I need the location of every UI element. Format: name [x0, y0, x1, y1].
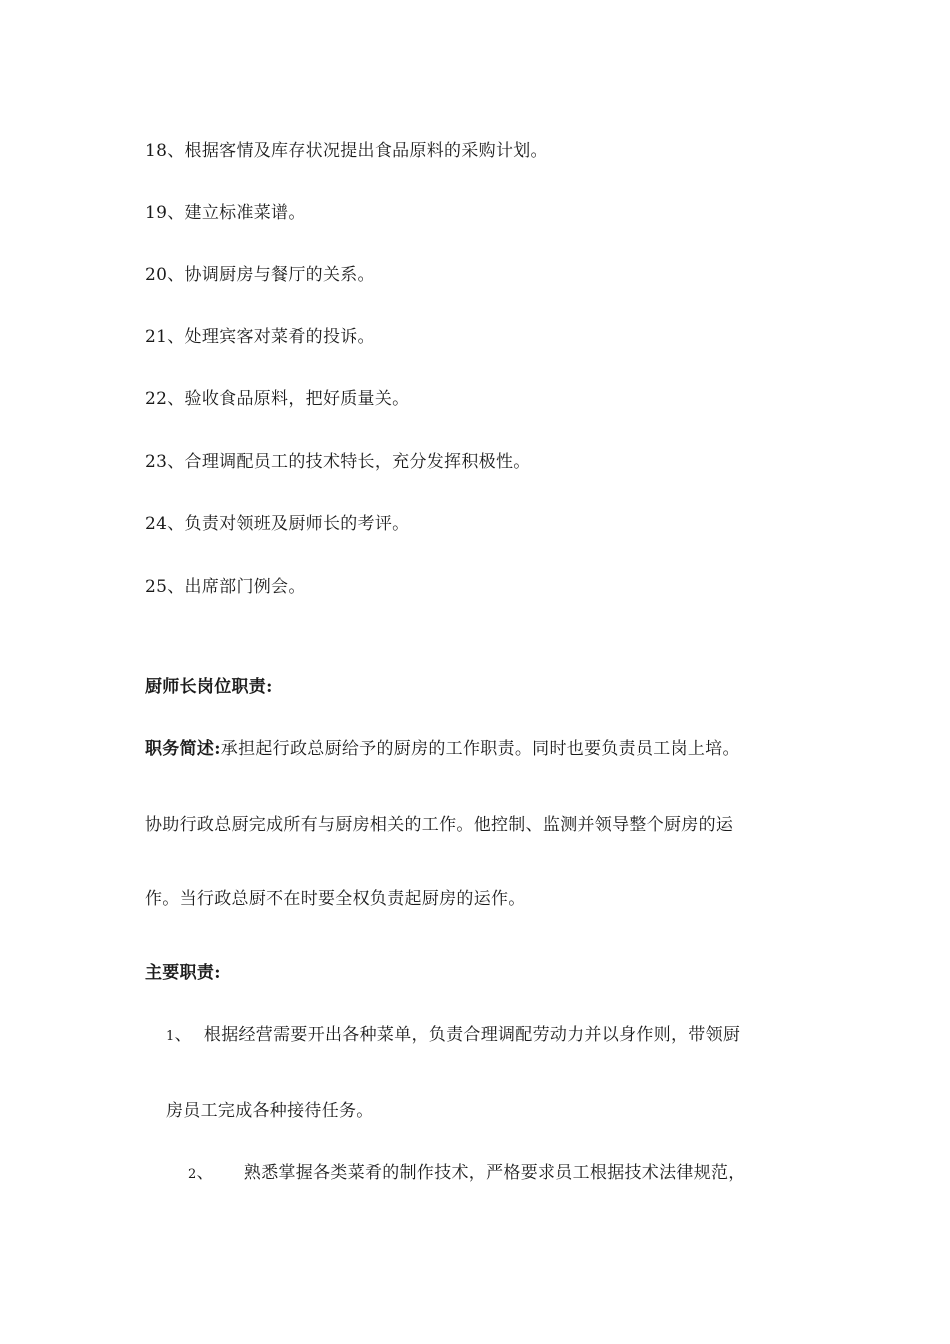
- job-description-text: 承担起行政总厨给予的厨房的工作职责。同时也要负责员工岗上培。: [220, 739, 740, 759]
- list-item: [145, 451, 531, 473]
- list-item-separator: 、: [167, 577, 185, 597]
- list-item-number: 21: [145, 327, 168, 347]
- section-heading: 厨师长岗位职责:: [145, 677, 273, 697]
- list-item-number: 23: [145, 452, 168, 472]
- main-duties-heading: 主要职责:: [145, 963, 221, 983]
- list-item-text: 建立标准菜谱。: [184, 203, 306, 223]
- list-item-separator: 、: [167, 452, 185, 472]
- list-item: [145, 513, 409, 535]
- list-item-number: 25: [145, 577, 168, 597]
- list-item-text: 合理调配员工的技术特长，充分发挥积极性。: [184, 452, 531, 472]
- list-item-text: 根据客情及库存状况提出食品原料的采购计划。: [184, 141, 548, 161]
- list-item-text: 协调厨房与餐厅的关系。: [184, 265, 375, 285]
- list-item-text: 出席部门例会。: [184, 577, 306, 597]
- job-description-text: 协助行政总厨完成所有与厨房相关的工作。他控制、监测并领导整个厨房的运: [145, 815, 734, 835]
- list-item-number: 18: [145, 141, 168, 161]
- list-item: [145, 140, 548, 162]
- list-item-number: 22: [145, 389, 168, 409]
- duty-item: [166, 1024, 740, 1048]
- list-item-separator: 、: [167, 327, 185, 347]
- list-item-text: 负责对领班及厨师长的考评。: [184, 514, 410, 534]
- list-item-separator: 、: [167, 203, 185, 223]
- duty-item-continuation: [166, 1100, 374, 1122]
- list-item-separator: 、: [167, 265, 185, 285]
- duty-item: [188, 1162, 746, 1186]
- duty-item-text: 根据经营需要开出各种菜单，负责合理调配劳动力并以身作则，带领厨: [203, 1025, 741, 1045]
- list-item: [145, 576, 306, 598]
- list-item-separator: 、: [167, 389, 185, 409]
- list-item: [145, 326, 375, 348]
- list-item-separator: 、: [167, 514, 185, 534]
- duty-item-text: 熟悉掌握各类菜肴的制作技术，严格要求员工根据技术法律规范，: [243, 1163, 746, 1183]
- job-description-line: [145, 888, 526, 910]
- list-item-separator: 、: [167, 141, 185, 161]
- list-item-number: 24: [145, 514, 168, 534]
- job-description-text: 作。当行政总厨不在时要全权负责起厨房的运作。: [145, 889, 526, 909]
- job-description-line: [145, 738, 740, 760]
- job-description-line: [145, 814, 733, 836]
- list-item-text: 验收食品原料，把好质量关。: [184, 389, 410, 409]
- list-item-number: 20: [145, 265, 168, 285]
- list-item: [145, 202, 306, 224]
- list-item-text: 处理宾客对菜肴的投诉。: [184, 327, 375, 347]
- duty-item-separator: 、: [174, 1025, 192, 1045]
- duty-item-number: 2: [188, 1167, 197, 1182]
- list-item: [145, 264, 375, 286]
- duty-item-text: 房员工完成各种接待任务。: [166, 1101, 374, 1121]
- duty-item-number: 1: [166, 1029, 175, 1044]
- job-description-label: 职务简述:: [145, 739, 221, 759]
- duty-item-separator: 、: [196, 1163, 214, 1183]
- list-item: [145, 388, 409, 410]
- list-item-number: 19: [145, 203, 168, 223]
